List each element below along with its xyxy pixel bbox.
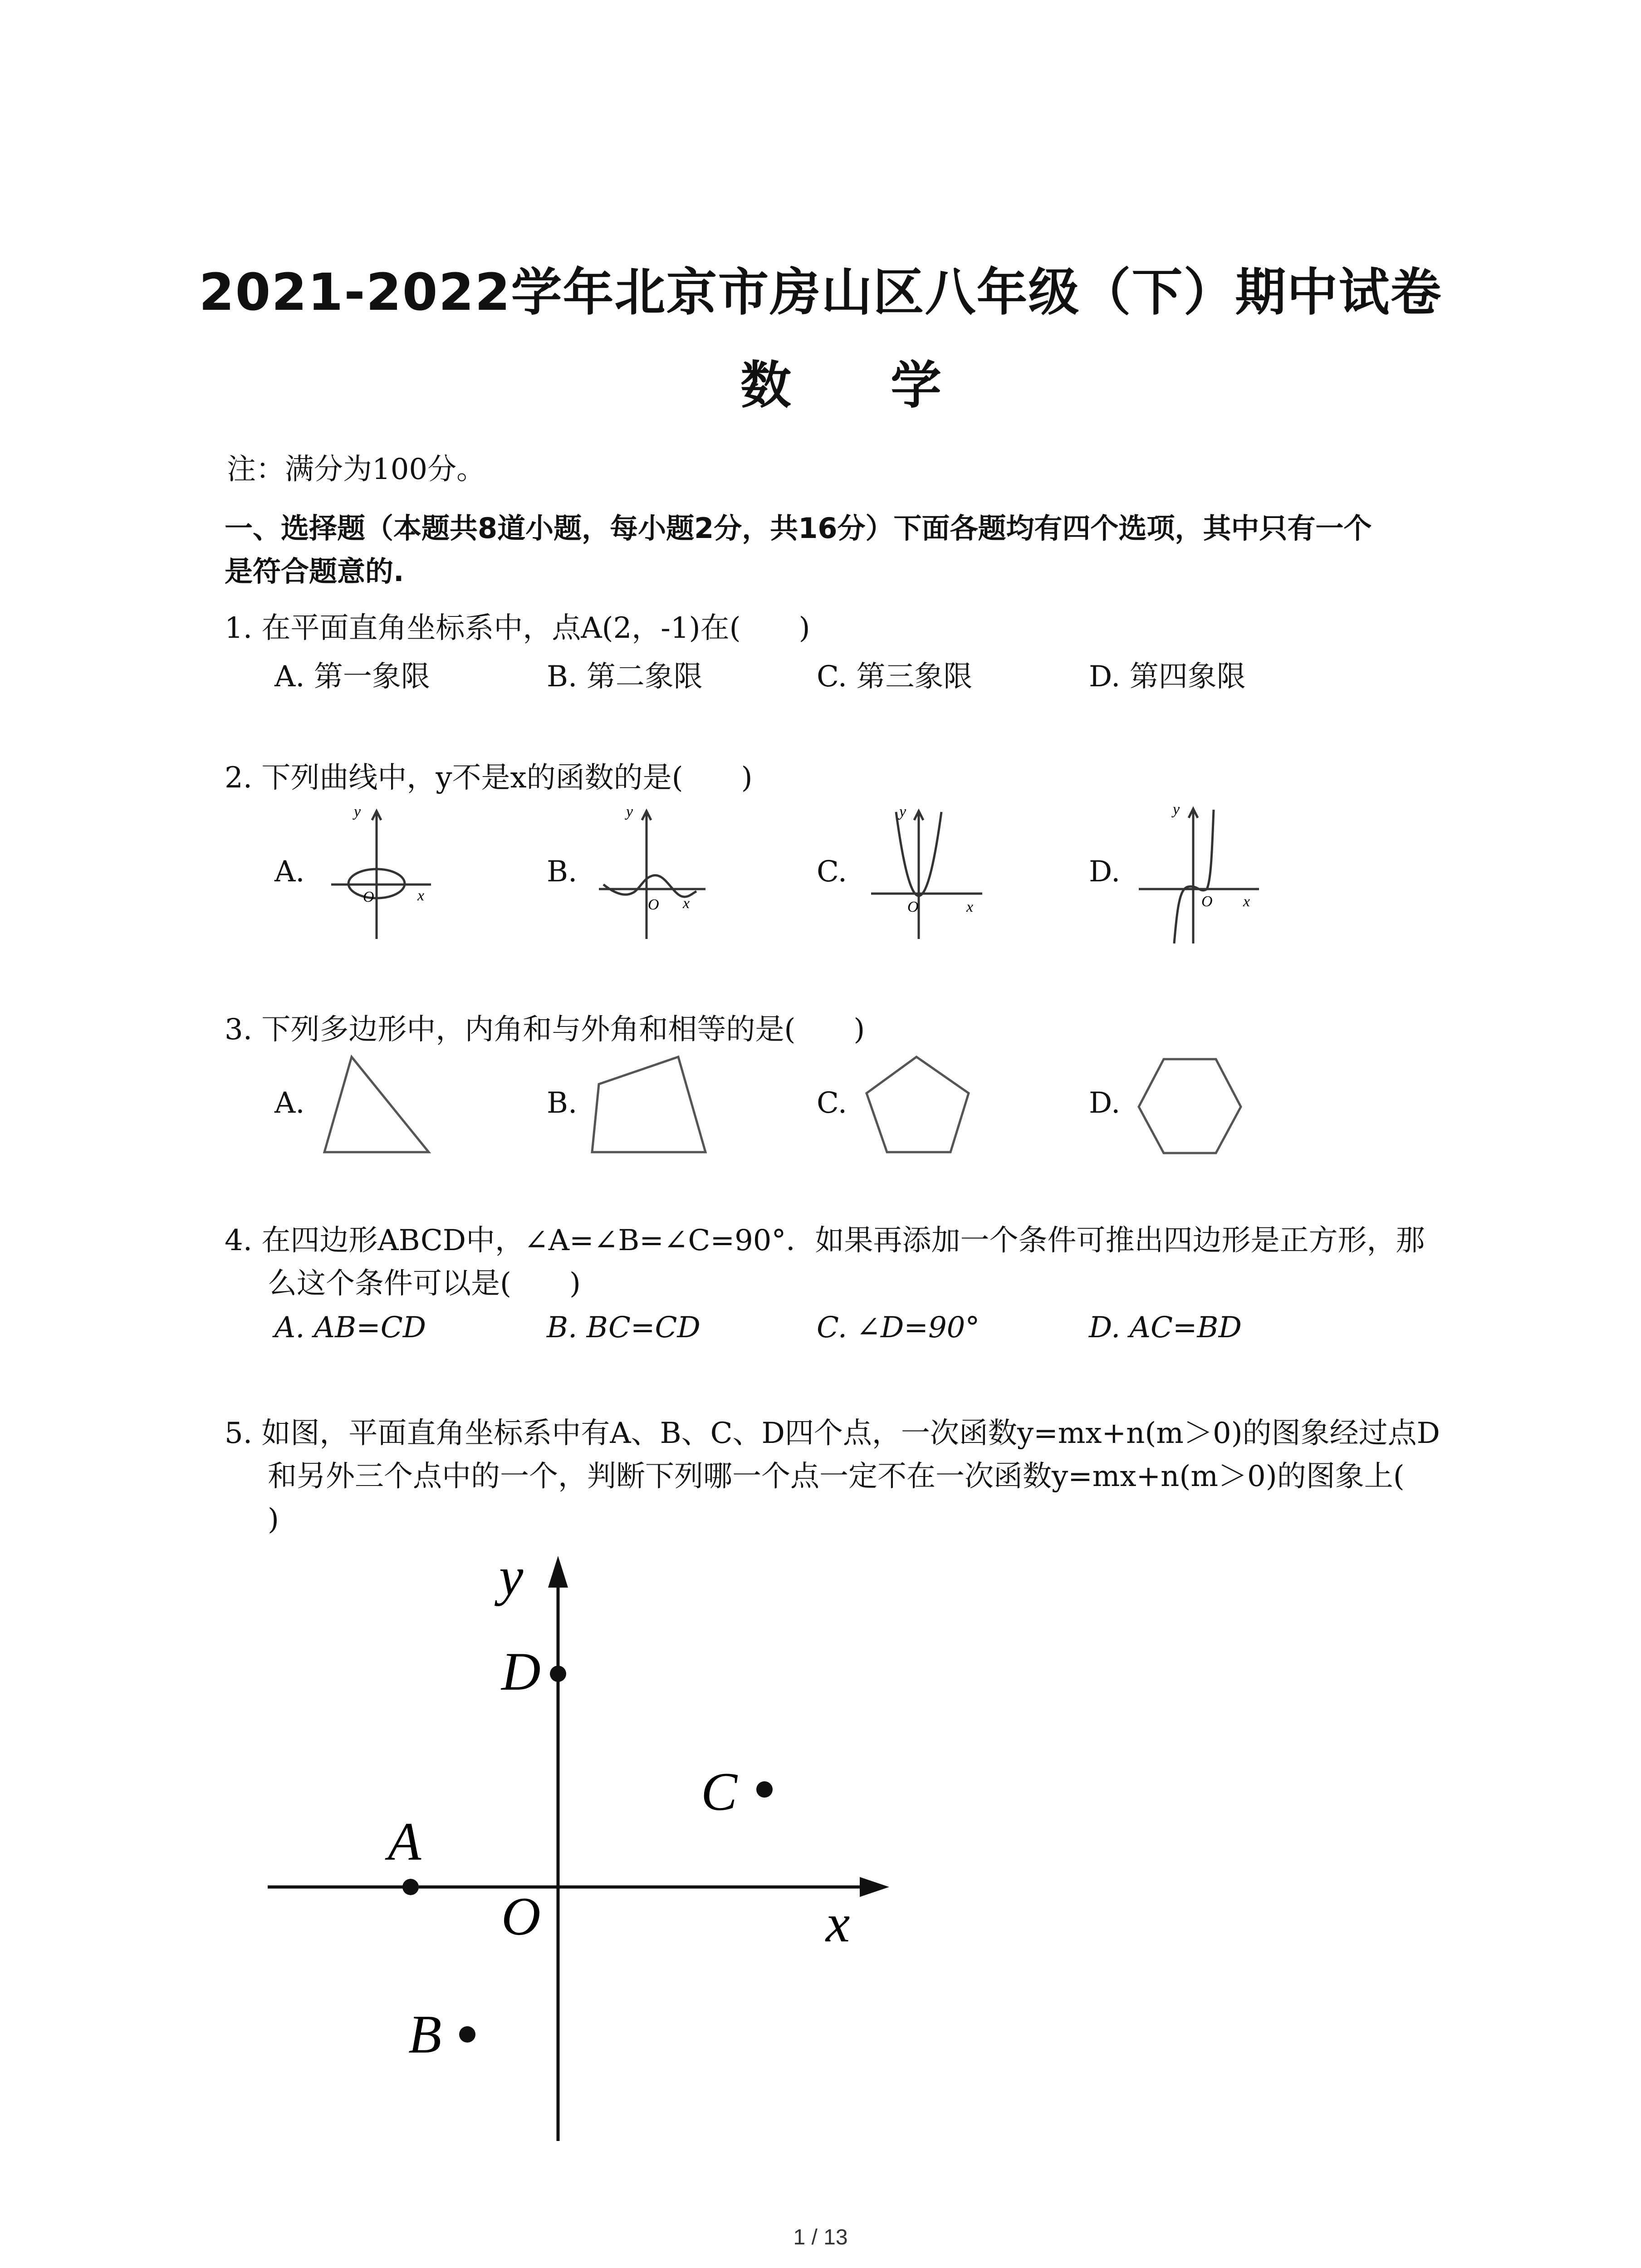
subject-title: 数 学 [740, 356, 982, 415]
q5-coordinate-figure [263, 1542, 907, 2146]
q2-option-c-label: C. [817, 855, 847, 889]
q1-option-a: A. 第一象限 [274, 660, 430, 694]
q2-b-y-label: y [626, 803, 633, 820]
section1-line1: 一、选择题（本题共8道小题，每小题2分，共16分）下面各题均有四个选项，其中只有一个 [225, 512, 1372, 545]
q2-a-origin-label: O [363, 889, 374, 905]
q5-label-c: C [701, 1761, 738, 1822]
q3-option-d-label: D. [1089, 1086, 1121, 1120]
q4-stem-line1: 4. 在四边形ABCD中，∠A=∠B=∠C=90°．如果再添加一个条件可推出四边形是正方形，那 [225, 1224, 1425, 1257]
q3-option-b-label: B. [547, 1086, 578, 1120]
q2-c-y-label: y [899, 803, 906, 820]
q2-d-origin-label: O [1201, 893, 1213, 910]
q2-b-origin-label: O [648, 896, 659, 913]
q2-stem: 2. 下列曲线中，y不是x的函数的是( ) [225, 761, 753, 795]
q1-stem: 1. 在平面直角坐标系中，点A(2，-1)在( ) [225, 611, 810, 645]
q2-option-d-label: D. [1089, 855, 1121, 889]
q5-point-d [550, 1666, 566, 1682]
q2-option-a-label: A. [274, 855, 305, 889]
q5-point-a [402, 1879, 419, 1895]
exam-title: 2021-2022学年北京市房山区八年级（下）期中试卷 [199, 263, 1442, 322]
q5-stem-line2: 和另外三个点中的一个，判断下列哪一个点一定不在一次函数y=mx+n(m＞0)的图象上( [268, 1460, 1405, 1493]
page-number: 1 / 13 [793, 2225, 848, 2249]
q2-d-x-label: x [1243, 893, 1250, 910]
q2-c-origin-label: O [907, 899, 919, 915]
q3-hexagon-shape [1132, 1048, 1250, 1161]
q4-option-b: B. BC=CD [547, 1311, 700, 1344]
q5-stem-line3: ) [268, 1503, 279, 1536]
q1-option-c: C. 第三象限 [817, 660, 973, 694]
q4-stem-line2: 么这个条件可以是( ) [268, 1267, 581, 1300]
q3-option-a-label: A. [274, 1086, 305, 1120]
q5-origin-label: O [501, 1886, 541, 1946]
q2-option-b-label: B. [547, 855, 578, 889]
q4-option-c: C. ∠D=90° [817, 1311, 980, 1344]
q1-option-d: D. 第四象限 [1089, 660, 1246, 694]
q3-pentagon-shape [860, 1048, 982, 1161]
q3-quadrilateral-shape [585, 1048, 717, 1161]
q5-label-a: A [388, 1811, 421, 1872]
q1-option-b: B. 第二象限 [547, 660, 703, 694]
q5-y-axis-label: y [499, 1546, 524, 1606]
q2-a-x-label: x [417, 887, 425, 904]
q2-a-y-label: y [354, 803, 361, 820]
q5-label-d: D [501, 1641, 541, 1701]
q5-point-c [756, 1781, 773, 1798]
q2-b-x-label: x [683, 895, 690, 912]
q4-option-a: A. AB=CD [274, 1311, 426, 1344]
q5-x-axis-label: x [826, 1893, 850, 1953]
q3-option-c-label: C. [817, 1086, 847, 1120]
q2-graph-a-ellipse [318, 803, 445, 948]
q2-graph-d-cubic [1134, 798, 1279, 953]
q2-d-y-label: y [1173, 801, 1180, 818]
score-note: 注：满分为100分。 [227, 453, 486, 486]
q3-triangle-shape [313, 1048, 440, 1161]
q3-stem: 3. 下列多边形中，内角和与外角和相等的是( ) [225, 1013, 865, 1046]
q2-graph-b-wave [590, 803, 717, 948]
q5-point-b [459, 2026, 475, 2043]
section1-line2: 是符合题意的. [225, 555, 404, 588]
q4-option-d: D. AC=BD [1089, 1311, 1242, 1344]
q2-graph-c-parabola [862, 803, 998, 948]
q2-c-x-label: x [966, 899, 974, 915]
q5-label-b: B [408, 2004, 442, 2064]
q5-stem-line1: 5. 如图，平面直角坐标系中有A、B、C、D四个点，一次函数y=mx+n(m＞0)的图象经过点D [225, 1417, 1440, 1450]
